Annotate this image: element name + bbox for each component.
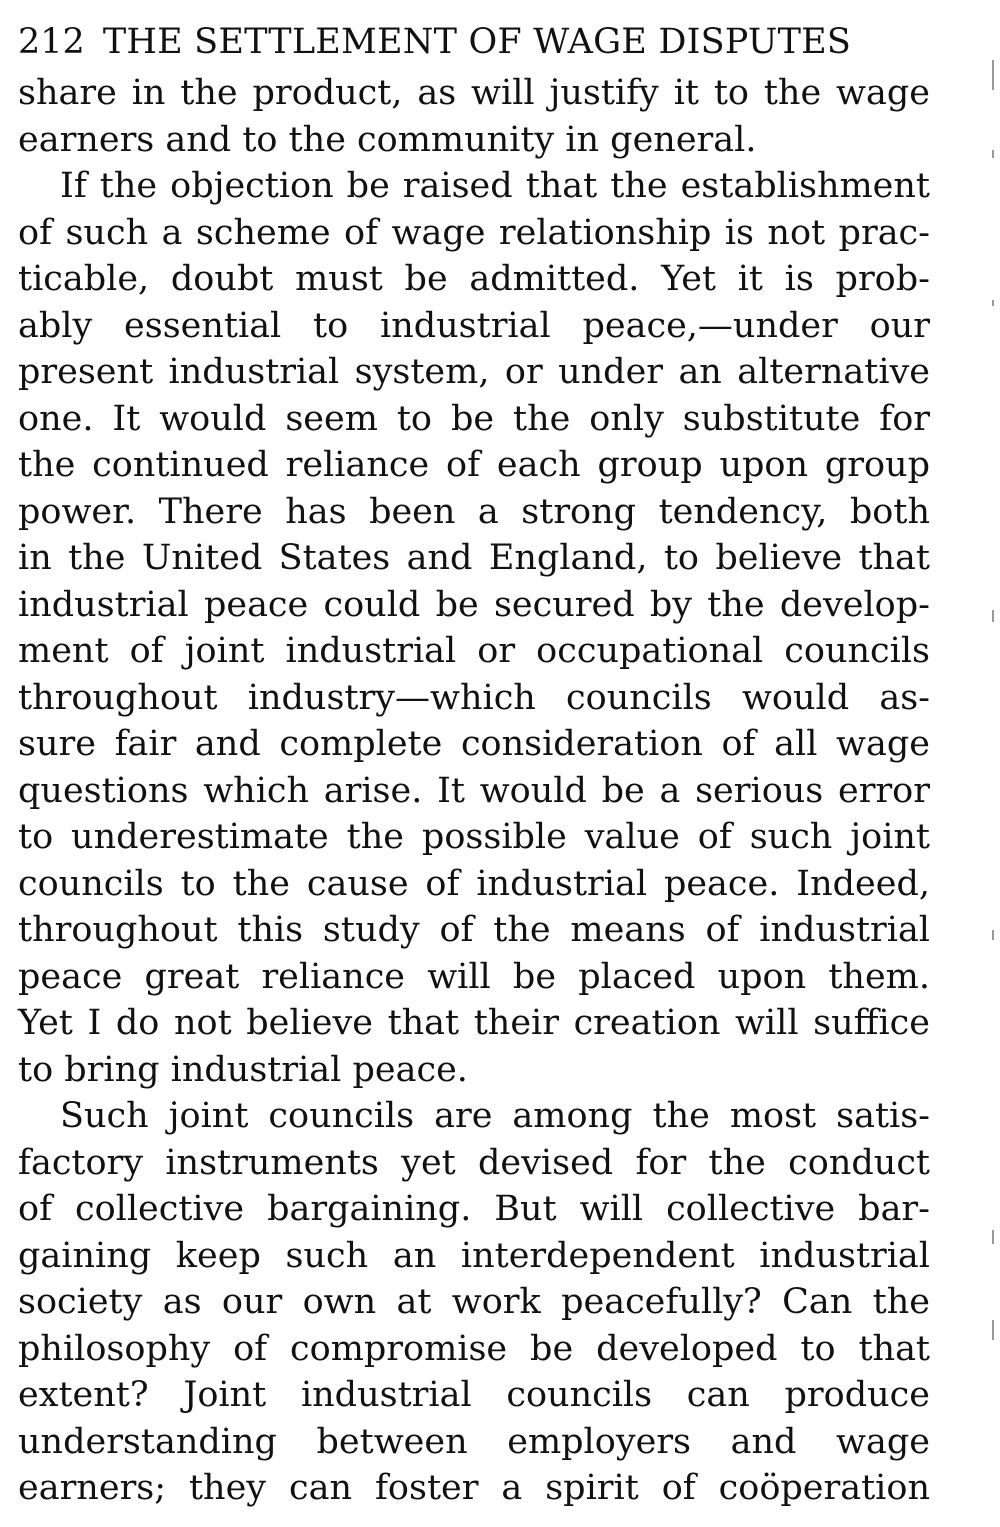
text-line: philosophy of compromise be developed to that bbox=[18, 1328, 930, 1369]
text-line: ably essential to industrial peace,—under our bbox=[18, 305, 930, 346]
text-line: the continued reliance of each group upon group bbox=[18, 445, 930, 485]
text-line: present industrial system, or under an alternative bbox=[18, 352, 930, 392]
text-line: in the United States and England, to believe that bbox=[18, 538, 930, 578]
text-line: gaining keep such an interdependent industrial bbox=[18, 1235, 930, 1276]
text-line: extent? Joint industrial councils can produce bbox=[18, 1375, 930, 1415]
running-header bbox=[18, 18, 930, 70]
book-page bbox=[18, 18, 930, 1512]
text-line: share in the product, as will justify it to the wage bbox=[18, 73, 930, 113]
text-line: one. It would seem to be the only substitute for bbox=[18, 398, 930, 439]
text-line: throughout industry—which councils would as- bbox=[18, 677, 930, 718]
text-line: factory instruments yet devised for the conduct bbox=[18, 1142, 930, 1183]
text-line: councils to the cause of industrial peace. Indeed, bbox=[18, 863, 930, 904]
text-line: understanding between employers and wage bbox=[18, 1421, 930, 1462]
text-line: to underestimate the possible value of such joint bbox=[18, 817, 930, 857]
text-line: power. There has been a strong tendency, both bbox=[18, 491, 930, 532]
text-line: of such a scheme of wage relationship is not prac- bbox=[18, 212, 930, 253]
margin-specks bbox=[990, 0, 996, 1527]
text-line: questions which arise. It would be a serious error bbox=[18, 770, 930, 811]
text-line: Yet I do not believe that their creation will suffice bbox=[18, 1003, 930, 1043]
body-text bbox=[18, 70, 930, 1512]
text-line: peace great reliance will be placed upon them. bbox=[18, 956, 930, 997]
text-line: throughout this study of the means of industrial bbox=[18, 910, 930, 950]
text-line: of collective bargaining. But will collective bar- bbox=[18, 1189, 930, 1229]
text-line: Such joint councils are among the most satis- bbox=[60, 1096, 930, 1136]
text-line: earners and to the community in general. bbox=[18, 119, 757, 160]
page-number: 212 bbox=[18, 22, 85, 62]
text-line: ment of joint industrial or occupational councils bbox=[18, 631, 930, 671]
text-line: ticable, doubt must be admitted. Yet it is prob- bbox=[18, 259, 930, 299]
text-line: to bring industrial peace. bbox=[18, 1049, 468, 1090]
running-title: THE SETTLEMENT OF WAGE DISPUTES bbox=[102, 22, 852, 62]
text-line: industrial peace could be secured by the develop- bbox=[18, 584, 930, 625]
text-line: If the objection be raised that the establishment bbox=[60, 166, 930, 206]
text-line: earners; they can foster a spirit of coöperation bbox=[18, 1468, 930, 1508]
text-line: society as our own at work peacefully? Can the bbox=[18, 1282, 930, 1322]
text-line: sure fair and complete consideration of all wage bbox=[18, 724, 930, 764]
